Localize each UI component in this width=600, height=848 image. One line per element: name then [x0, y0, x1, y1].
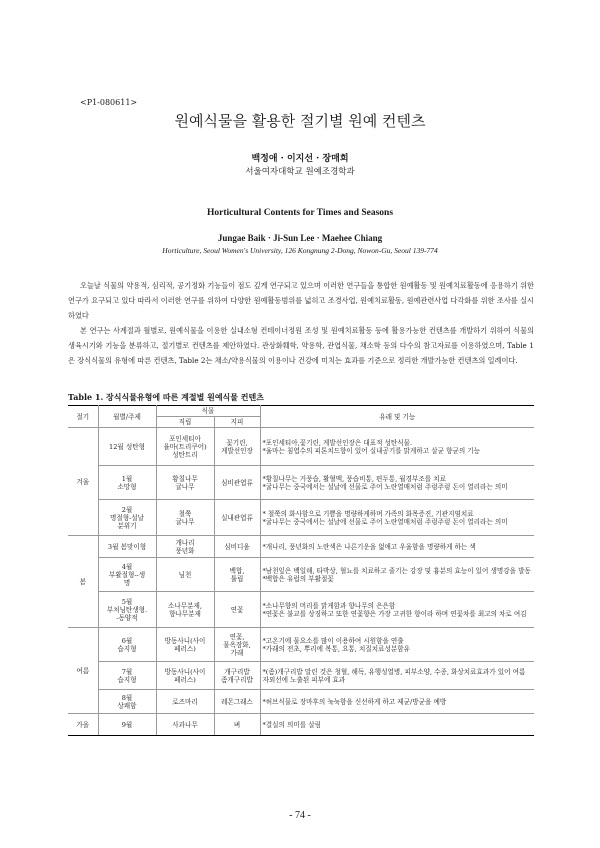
pot-plant-cell: 소나무분재, 향나무분재	[156, 592, 214, 628]
paper-code: <P1-080611>	[80, 98, 138, 107]
season-cell: 겨울	[68, 428, 98, 536]
authors-korean: 백정애 · 이지선 · 장매희	[251, 154, 349, 164]
pot-plant-cell: 로즈마리	[156, 690, 214, 714]
header-plants: 식물	[156, 406, 260, 417]
month-cell: 2월 명절형-설날 분위기	[98, 500, 156, 536]
table-row	[68, 690, 534, 714]
leaf-plant-cell: 개구리밥 좀개구리밥	[214, 662, 260, 690]
pot-plant-cell: 사과나무	[156, 714, 214, 736]
paper-title-korean: 원예식물을 활용한 절기별 원예 컨텐츠	[174, 112, 426, 130]
effect-cell: *황칠나무는 거풍습, 활혈맥, 풍습비통, 편두통, 월경부조를 치료 *귤나무는 중국에서는 설날에 선물로 주어 노란열매처럼 주렁주렁 돈이 열리라는 의미	[260, 466, 534, 500]
abstract	[68, 278, 534, 368]
effect-cell: *고온기에 물요소를 많이 이용하여 시원함을 연출 *가래의 전초, 뿌리에 복통, 요통, 치질치료성분함유	[260, 628, 534, 662]
abstract-paragraph: 본 연구는 사계절과 월별로, 원예식물을 이용한 실내소형 컨테이너정원 조성 및 원예치료활동 등에 활용가능한 컨텐츠를 개발하기 위하여 식물의 생육시기와 기능을 분류하고, 절기별로 컨텐츠를 제안하였다. 관상화훼학, 약용학, 관엽식물, 채소학 등의 다수의 참고자료를 이용하였으며, Table 1은 장식식물의 유형에 따른 컨텐츠, Table 2는 채소/약용식물의 이용이나 건강에 미치는 효과를 기준으로 정리한 개발가능한 컨텐츠의 일례이다.	[68, 326, 534, 365]
effect-cell: *개나리, 풍년화의 노란색은 나른기운을 없애고 우울함을 명량하게 하는 색	[260, 536, 534, 558]
paper-title-english: Horticultural Contents for Times and Seasons	[206, 208, 394, 218]
month-cell: 9월	[98, 714, 156, 736]
table-row	[68, 662, 534, 690]
authors-english: Jungae Baik · Ji-Sun Lee · Maehee Chiang	[217, 233, 383, 243]
month-cell: 3월 봄맞이형	[98, 536, 156, 558]
leaf-plant-cell: 꽃기린, 게발선인장	[214, 428, 260, 466]
affiliation-korean: 서울여자대학교 원예조경학과	[245, 167, 355, 177]
leaf-plant-cell: 심비관엽류	[214, 466, 260, 500]
leaf-plant-cell: 실내관엽류	[214, 500, 260, 536]
seasonal-contents-table	[68, 405, 534, 736]
pot-plant-cell: 방동사니(사이 페러스)	[156, 628, 214, 662]
leaf-plant-cell: 벼	[214, 714, 260, 736]
table-row	[68, 592, 534, 628]
abstract-paragraph: 오늘날 식물의 약용적, 심리적, 공기정화 기능들이 점도 깊게 연구되고 있으며 이러한 연구들을 통합한 원예활동 및 원예치료활동에 응용하기 위한 연구가 요구되고 있다 따라서 이러한 연구를 위하여 다양한 원예활동범위를 넓히고 조경사업, 원예치료활동, 원예관련사업 다각화를 위한 조사를 실시하였다	[68, 281, 534, 320]
leaf-plant-cell: 연꽃	[214, 592, 260, 628]
pot-plant-cell: 방동사니(사이 페러스)	[156, 662, 214, 690]
effect-cell: *결실의 의미를 살림	[260, 714, 534, 736]
pot-plant-cell: 포인세티아 율마(트리쿠어) 성탄트리	[156, 428, 214, 466]
header-leaf: 지피	[214, 417, 260, 428]
table-row	[68, 500, 534, 536]
table-row	[68, 558, 534, 592]
season-cell: 봄	[68, 536, 98, 628]
month-cell: 6월 습지형	[98, 628, 156, 662]
month-cell: 1월 소망형	[98, 466, 156, 500]
header-effect: 유래 및 기능	[260, 406, 534, 428]
effect-cell: *포인세티아,꽃기린, 게발선인장은 대표적 성탄식물. *율마는 침엽수의 피톤치드향이 있어 실내공기를 맑게하고 살균 향균의 기능	[260, 428, 534, 466]
month-cell: 8월 상쾌함	[98, 690, 156, 714]
table-row	[68, 714, 534, 736]
table-row	[68, 466, 534, 500]
page-number: - 74 -	[289, 810, 311, 821]
pot-plant-cell: 철쭉 귤나무	[156, 500, 214, 536]
effect-cell: *(좀)개구리밥 말린 것은 청혈, 해독, 유행성열병, 피부소양, 수종, 화상치료효과가 있어 여름 자외선에 노출된 피부에 효과	[260, 662, 534, 690]
pot-plant-cell: 황칠나무 귤나무	[156, 466, 214, 500]
month-cell: 12월 성탄형	[98, 428, 156, 466]
month-cell: 7월 습지형	[98, 662, 156, 690]
table-caption: Table 1. 장식식물유형에 따른 계절별 원예식물 컨텐츠	[68, 392, 264, 402]
leaf-plant-cell: 레몬그래스	[214, 690, 260, 714]
affiliation-english: Horticulture, Seoul Women's University, 126 Kongnung 2-Dong, Nowon-Gu, Seoul 139-774	[162, 246, 438, 255]
header-month: 월별/주제	[98, 406, 156, 428]
table-row	[68, 536, 534, 558]
month-cell: 4월 부활절형--생 명	[98, 558, 156, 592]
pot-plant-cell: 님천	[156, 558, 214, 592]
effect-cell: *소나무향의 머리를 맑게함과 향나무의 은은함 *연꽃은 불교를 상징하고 또한 연꽃향은 가장 고귀한 향이라 하며 연꽃차를 최고의 차로 여김	[260, 592, 534, 628]
header-season: 절기	[68, 406, 98, 428]
season-cell: 여름	[68, 628, 98, 714]
month-cell: 5월 부처님탄생형. -동양적	[98, 592, 156, 628]
effect-cell: *허브식물로 장마후의 눅눅함을 신선하게 하고 제균/방균을 예방	[260, 690, 534, 714]
effect-cell: *남천잎은 백일해, 타박상, 혈뇨를 치료하고 줄기는 강장 및 흉분의 효능이 있어 생명강을 발동 *백합은 유럽의 부활절꽃	[260, 558, 534, 592]
leaf-plant-cell: 심비디움	[214, 536, 260, 558]
pot-plant-cell: 개나리 풍년화	[156, 536, 214, 558]
leaf-plant-cell: 연꽃, 물옥잠화, 가래	[214, 628, 260, 662]
header-pot: 직립	[156, 417, 214, 428]
effect-cell: * 철쭉의 화사함으로 기쁨을 명량하게하며 가족의 화목증진, 기관지염치료 *귤나무는 중국에서는 설날에 선물로 주어 노란열매처럼 주렁주렁 돈이 열리라는 의미	[260, 500, 534, 536]
table-row	[68, 428, 534, 466]
season-cell: 가을	[68, 714, 98, 736]
leaf-plant-cell: 백합, 튤립	[214, 558, 260, 592]
table-row	[68, 628, 534, 662]
